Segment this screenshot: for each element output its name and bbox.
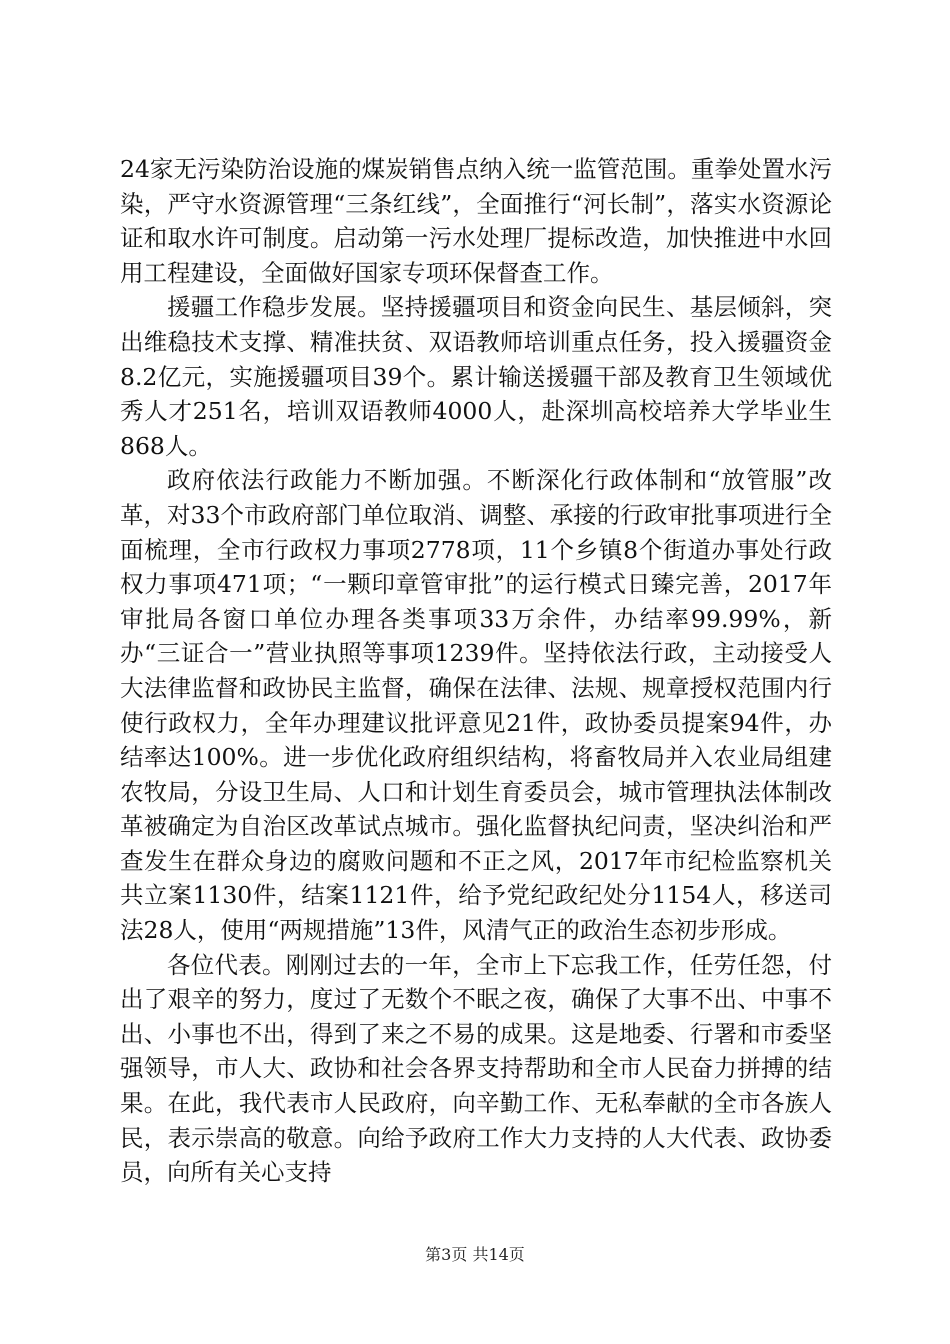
paragraph-dear-representatives: 各位代表。刚刚过去的一年，全市上下忘我工作，任劳任怨，付出了艰辛的努力，度过了无数个不眠之夜，确保了大事不出、中事不出、小事也不出，得到了来之不易的成果。这是地委、行署和市委坚强领导，市人大、政协和社会各界支持帮助和全市人民奋力拼搏的结果。在此，我代表市人民政府，向辛勤工作、无私奉献的全市各族人民，表示崇高的敬意。向给予政府工作大力支持的人大代表、政协委员，向所有关心支持 [120,950,832,1187]
paragraph-xinjiang-aid: 援疆工作稳步发展。坚持援疆项目和资金向民生、基层倾斜，突出维稳技术支撑、精准扶贫、双语教师培训重点任务，投入援疆资金8.2亿元，实施援疆项目39个。累计输送援疆干部及教育卫生领域优秀人才251名，培训双语教师4000人，赴深圳高校培养大学毕业生868人。 [120,293,832,460]
paragraph-continuation: 24家无污染防治设施的煤炭销售点纳入统一监管范围。重拳处置水污染，严守水资源管理“三条红线”，全面推行“河长制”，落实水资源论证和取水许可制度。启动第一污水处理厂提标改造，加快推进中水回用工程建设，全面做好国家专项环保督查工作。 [120,155,832,287]
body-text [120,152,832,1190]
page-footer: 第3页 共14页 [425,1245,525,1264]
paragraph-administration-by-law: 政府依法行政能力不断加强。不断深化行政体制和“放管服”改革，对33个市政府部门单位取消、调整、承接的行政审批事项进行全面梳理，全市行政权力事项2778项，11个乡镇8个街道办事处行政权力事项471项；“一颗印章管审批”的运行模式日臻完善，2017年审批局各窗口单位办理各类事项33万余件，办结率99.99%，新办“三证合一”营业执照等事项1239件。坚持依法行政，主动接受人大法律监督和政协民主监督，确保在法律、法规、规章授权范围内行使行政权力，全年办理建议批评意见21件，政协委员提案94件，办结率达100%。进一步优化政府组织结构，将畜牧局并入农业局组建农牧局，分设卫生局、人口和计划生育委员会，城市管理执法体制改革被确定为自治区改革试点城市。强化监督执纪问责，坚决纠治和严查发生在群众身边的腐败问题和不正之风，2017年市纪检监察机关共立案1130件，结案1121件，给予党纪政纪处分1154人，移送司法28人，使用“两规措施”13件，风清气正的政治生态初步形成。 [120,466,832,945]
